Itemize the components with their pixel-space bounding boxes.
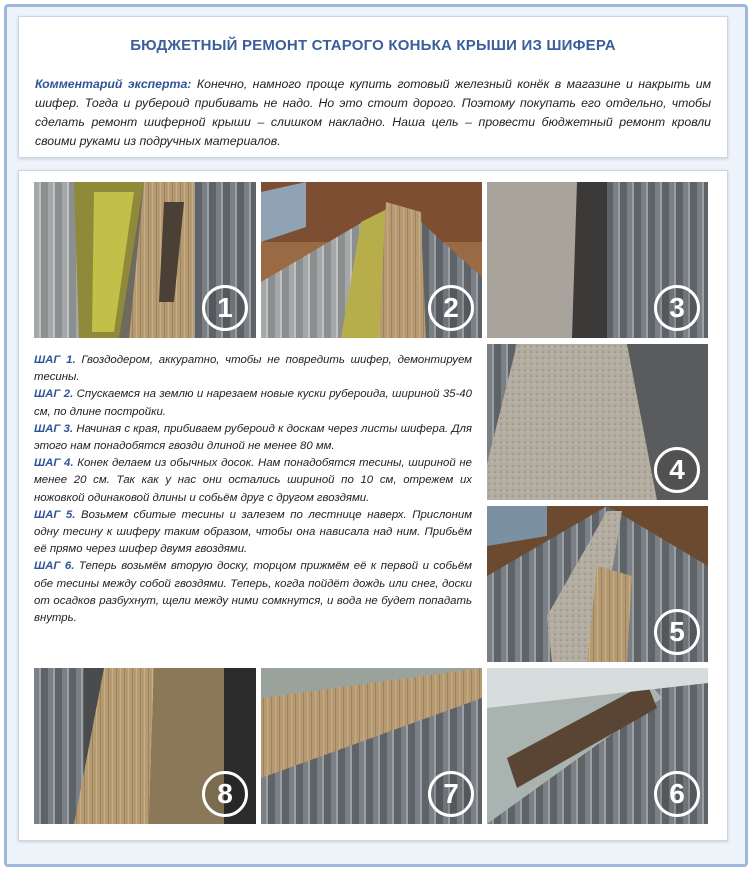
photo-number-5: 5 [654, 609, 700, 655]
photo-number-1: 1 [202, 285, 248, 331]
expert-comment-label: Комментарий эксперта: [35, 77, 192, 91]
step-1-label: ШАГ 1. [34, 354, 76, 366]
photo-step-4 [487, 344, 708, 500]
step-2-label: ШАГ 2. [34, 388, 74, 401]
step-4-label: ШАГ 4. [34, 457, 74, 470]
step-2 [34, 386, 472, 420]
photo-number-8: 8 [202, 771, 248, 817]
expert-comment-text: Конечно, намного проще купить готовый железный конёк в магазине и накрыть им шифер. Тогда и рубероид прибивать не надо. Но это стоит дорого. Поэтому покупать его отдельно, чтобы сделать ремонт шиферной крыши – слишком накладно. Наша цель – провести бюджетный ремонт кровли своими руками из подручных материалов. [35, 77, 711, 148]
step-5-label: ШАГ 5. [34, 508, 76, 521]
step-5-text: Возьмем сбитые тесины и залезем по лестнице наверх. Прислоним одну тесину к шиферу таким образом, чтобы она нависала над ним. Прибьём её прямо через шифер двумя гвоздями. [34, 508, 472, 556]
page-title: БЮДЖЕТНЫЙ РЕМОНТ СТАРОГО КОНЬКА КРЫШИ ИЗ ШИФЕРА [130, 37, 616, 54]
step-4 [34, 455, 472, 507]
header-box [18, 16, 728, 158]
expert-comment [35, 75, 711, 151]
step-2-text: Спускаемся на землю и нарезаем новые куски рубероида, шириной 35-40 см, по длине постройки. [34, 388, 472, 418]
photo-step-2 [261, 182, 482, 338]
photo-number-7: 7 [428, 771, 474, 817]
steps-text [34, 352, 472, 627]
photo-step-3 [487, 182, 708, 338]
step-4-text: Конек делаем из обычных досок. Нам понадобятся тесины, шириной не менее 20 см. Так как у нас они остались шириной по 10 см, отрежем их ножовкой одинаковой длины и собьём друг с другом гвоздями. [34, 457, 472, 504]
step-6-label: ШАГ 6. [34, 560, 75, 573]
step-1-text: Гвоздодером, аккуратно, чтобы не повредить шифер, демонтируем тесины. [34, 354, 472, 384]
step-3-text: Начиная с края, прибиваем рубероид к доскам через листы шифера. Для этого нам понадобятся гвозди длиной не менее 80 мм. [34, 422, 472, 453]
step-6 [34, 558, 472, 627]
step-1 [34, 352, 472, 386]
photo-number-4: 4 [654, 447, 700, 493]
photo-step-8 [34, 668, 256, 824]
photo-step-7 [261, 668, 482, 824]
photo-step-1 [34, 182, 256, 338]
step-3 [34, 421, 472, 455]
photo-number-3: 3 [654, 285, 700, 331]
photo-number-6: 6 [654, 771, 700, 817]
photo-step-6 [487, 668, 708, 824]
step-3-label: ШАГ 3. [34, 422, 74, 435]
photo-number-2: 2 [428, 285, 474, 331]
photo-step-5 [487, 506, 708, 662]
step-6-text: Теперь возьмём вторую доску, торцом прижмём её к первой и собьём обе тесины между собой гвоздями. Теперь, когда пойдёт дождь или снег, доски от осадков разбухнут, щели между ними сомкнутся, и вода не будет попадать внутрь. [34, 560, 472, 625]
step-5 [34, 507, 472, 559]
